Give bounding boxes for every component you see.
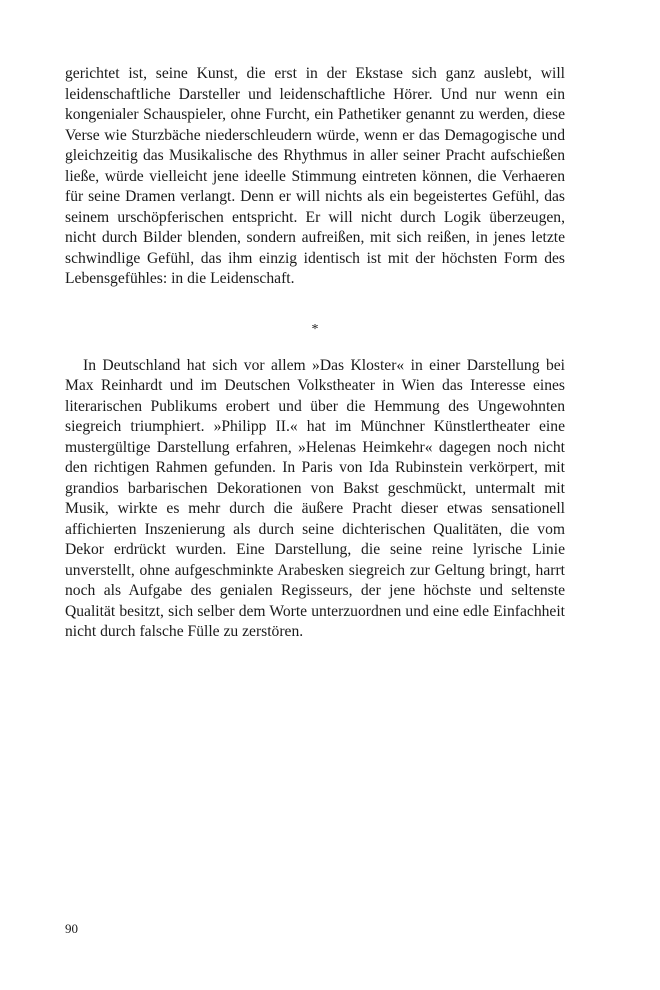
paragraph-continuation: gerichtet ist, seine Kunst, die erst in der Ekstase sich ganz auslebt, will leidenschaftliche Darsteller und leidenschaftliche Hörer. Und nur wenn ein kongenialer Schauspieler, ohne Furcht, ein Pathetiker genannt zu werden, diese Verse wie Sturzbäche niederschleudern würde, wenn er das Demagogische und gleichzeitig das Musikalische des Rhythmus in aller seiner Pracht aufschießen ließe, würde vielleicht jene ideelle Stimmung eintreten können, die Verhaeren für seine Dramen verlangt. Denn er will nichts als ein begeistertes Gefühl, das seinem urschöpferischen entspricht. Er will nicht durch Logik überzeugen, nicht durch Bilder blenden, sondern aufreißen, mit sich reißen, in jenes letzte schwindlige Gefühl, das ihm einzig identisch ist mit der höchsten Form des Lebensgefühles: in die Leidenschaft. [65,65,565,287]
page-number: 90 [65,921,78,936]
section-separator: * [311,321,319,337]
page-body [65,64,565,643]
paragraph-staging: In Deutschland hat sich vor allem »Das Kloster« in einer Darstellung bei Max Reinhardt und im Deutschen Volkstheater in Wien das Interesse eines literarischen Publikums erobert und über die Hemmung des Ungewohnten siegreich triumphiert. »Philipp II.« hat im Münchner Künstlertheater eine mustergültige Darstellung erfahren, »Helenas Heimkehr« dagegen noch nicht den richtigen Rahmen gefunden. In Paris von Ida Rubinstein verkörpert, mit grandios barbarischen Dekorationen von Bakst geschmückt, untermalt mit Musik, wirkte es mehr durch die äußere Pracht dieser etwas sensationell affichierten Inszenierung als durch seine dichterischen Qualitäten, die vom Dekor erdrückt wurden. Eine Darstellung, die seine reine lyrische Linie unverstellt, ohne aufgeschminkte Arabesken siegreich zur Geltung bringt, harrt noch als Aufgabe des genialen Regisseurs, der jene höchste und seltenste Qualität besitzt, sich selber dem Worte unterzuordnen und eine edle Einfachheit nicht durch falsche Fülle zu zerstören. [65,356,565,640]
